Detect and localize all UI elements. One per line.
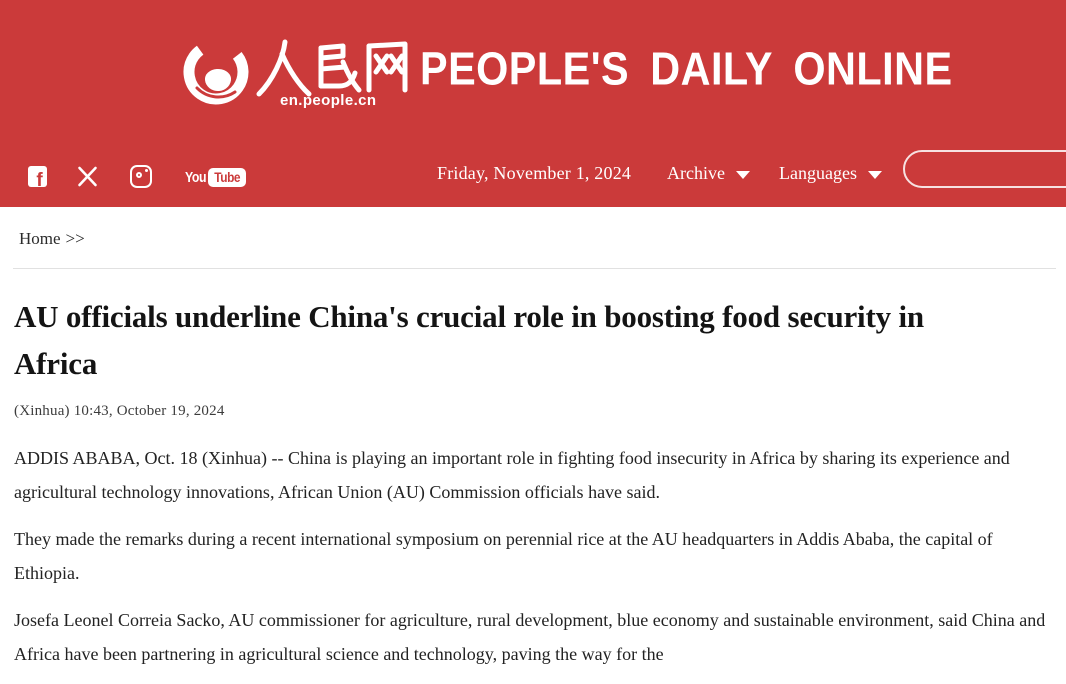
site-domain: en.people.cn bbox=[280, 92, 377, 109]
article-title: AU officials underline China's crucial role in boosting food security in Africa bbox=[14, 299, 924, 381]
chevron-down-icon bbox=[868, 171, 882, 179]
header-divider bbox=[13, 268, 1056, 269]
article bbox=[14, 293, 1060, 684]
facebook-icon[interactable]: f bbox=[28, 166, 47, 187]
article-paragraph: They made the remarks during a recent international symposium on perennial rice at the AU headquarters in Addis Ababa, the capital of Ethiopia. bbox=[14, 529, 993, 583]
breadcrumb bbox=[19, 229, 85, 249]
article-paragraph: ADDIS ABABA, Oct. 18 (Xinhua) -- China is playing an important role in fighting food insecurity in Africa by sharing its experience and agricultural technology innovations, African Union (AU) Commission officials have said. bbox=[14, 448, 1010, 502]
instagram-lens bbox=[136, 172, 142, 178]
logo-chinese-text bbox=[183, 30, 184, 31]
breadcrumb-separator: >> bbox=[65, 229, 85, 248]
archive-menu[interactable]: Archive bbox=[667, 163, 750, 184]
masthead bbox=[0, 0, 1066, 207]
people-daily-swoosh-icon bbox=[183, 32, 251, 108]
chevron-down-icon bbox=[736, 171, 750, 179]
current-date: Friday, November 1, 2024 bbox=[437, 163, 632, 183]
article-byline: (Xinhua) 10:43, October 19, 2024 bbox=[14, 403, 225, 419]
renmin-wang-calligraphy-icon bbox=[255, 36, 411, 100]
languages-menu[interactable]: Languages bbox=[779, 163, 882, 184]
search-input[interactable] bbox=[903, 150, 1066, 188]
site-wordmark: PEOPLE'S DAILY ONLINE bbox=[420, 42, 953, 96]
x-twitter-icon[interactable] bbox=[77, 166, 98, 187]
article-paragraph: Josefa Leonel Correia Sacko, AU commissioner for agriculture, rural development, blue economy and sustainable environment, said China and Africa have been partnering in agricultural science and technology, paving the way for the bbox=[14, 610, 1046, 664]
youtube-icon[interactable]: You Tube bbox=[185, 167, 246, 187]
instagram-icon[interactable] bbox=[130, 165, 152, 188]
breadcrumb-home-link[interactable]: Home bbox=[19, 229, 61, 248]
article-body bbox=[14, 441, 1060, 671]
instagram-dot bbox=[145, 169, 148, 172]
site-logo[interactable] bbox=[183, 30, 963, 110]
